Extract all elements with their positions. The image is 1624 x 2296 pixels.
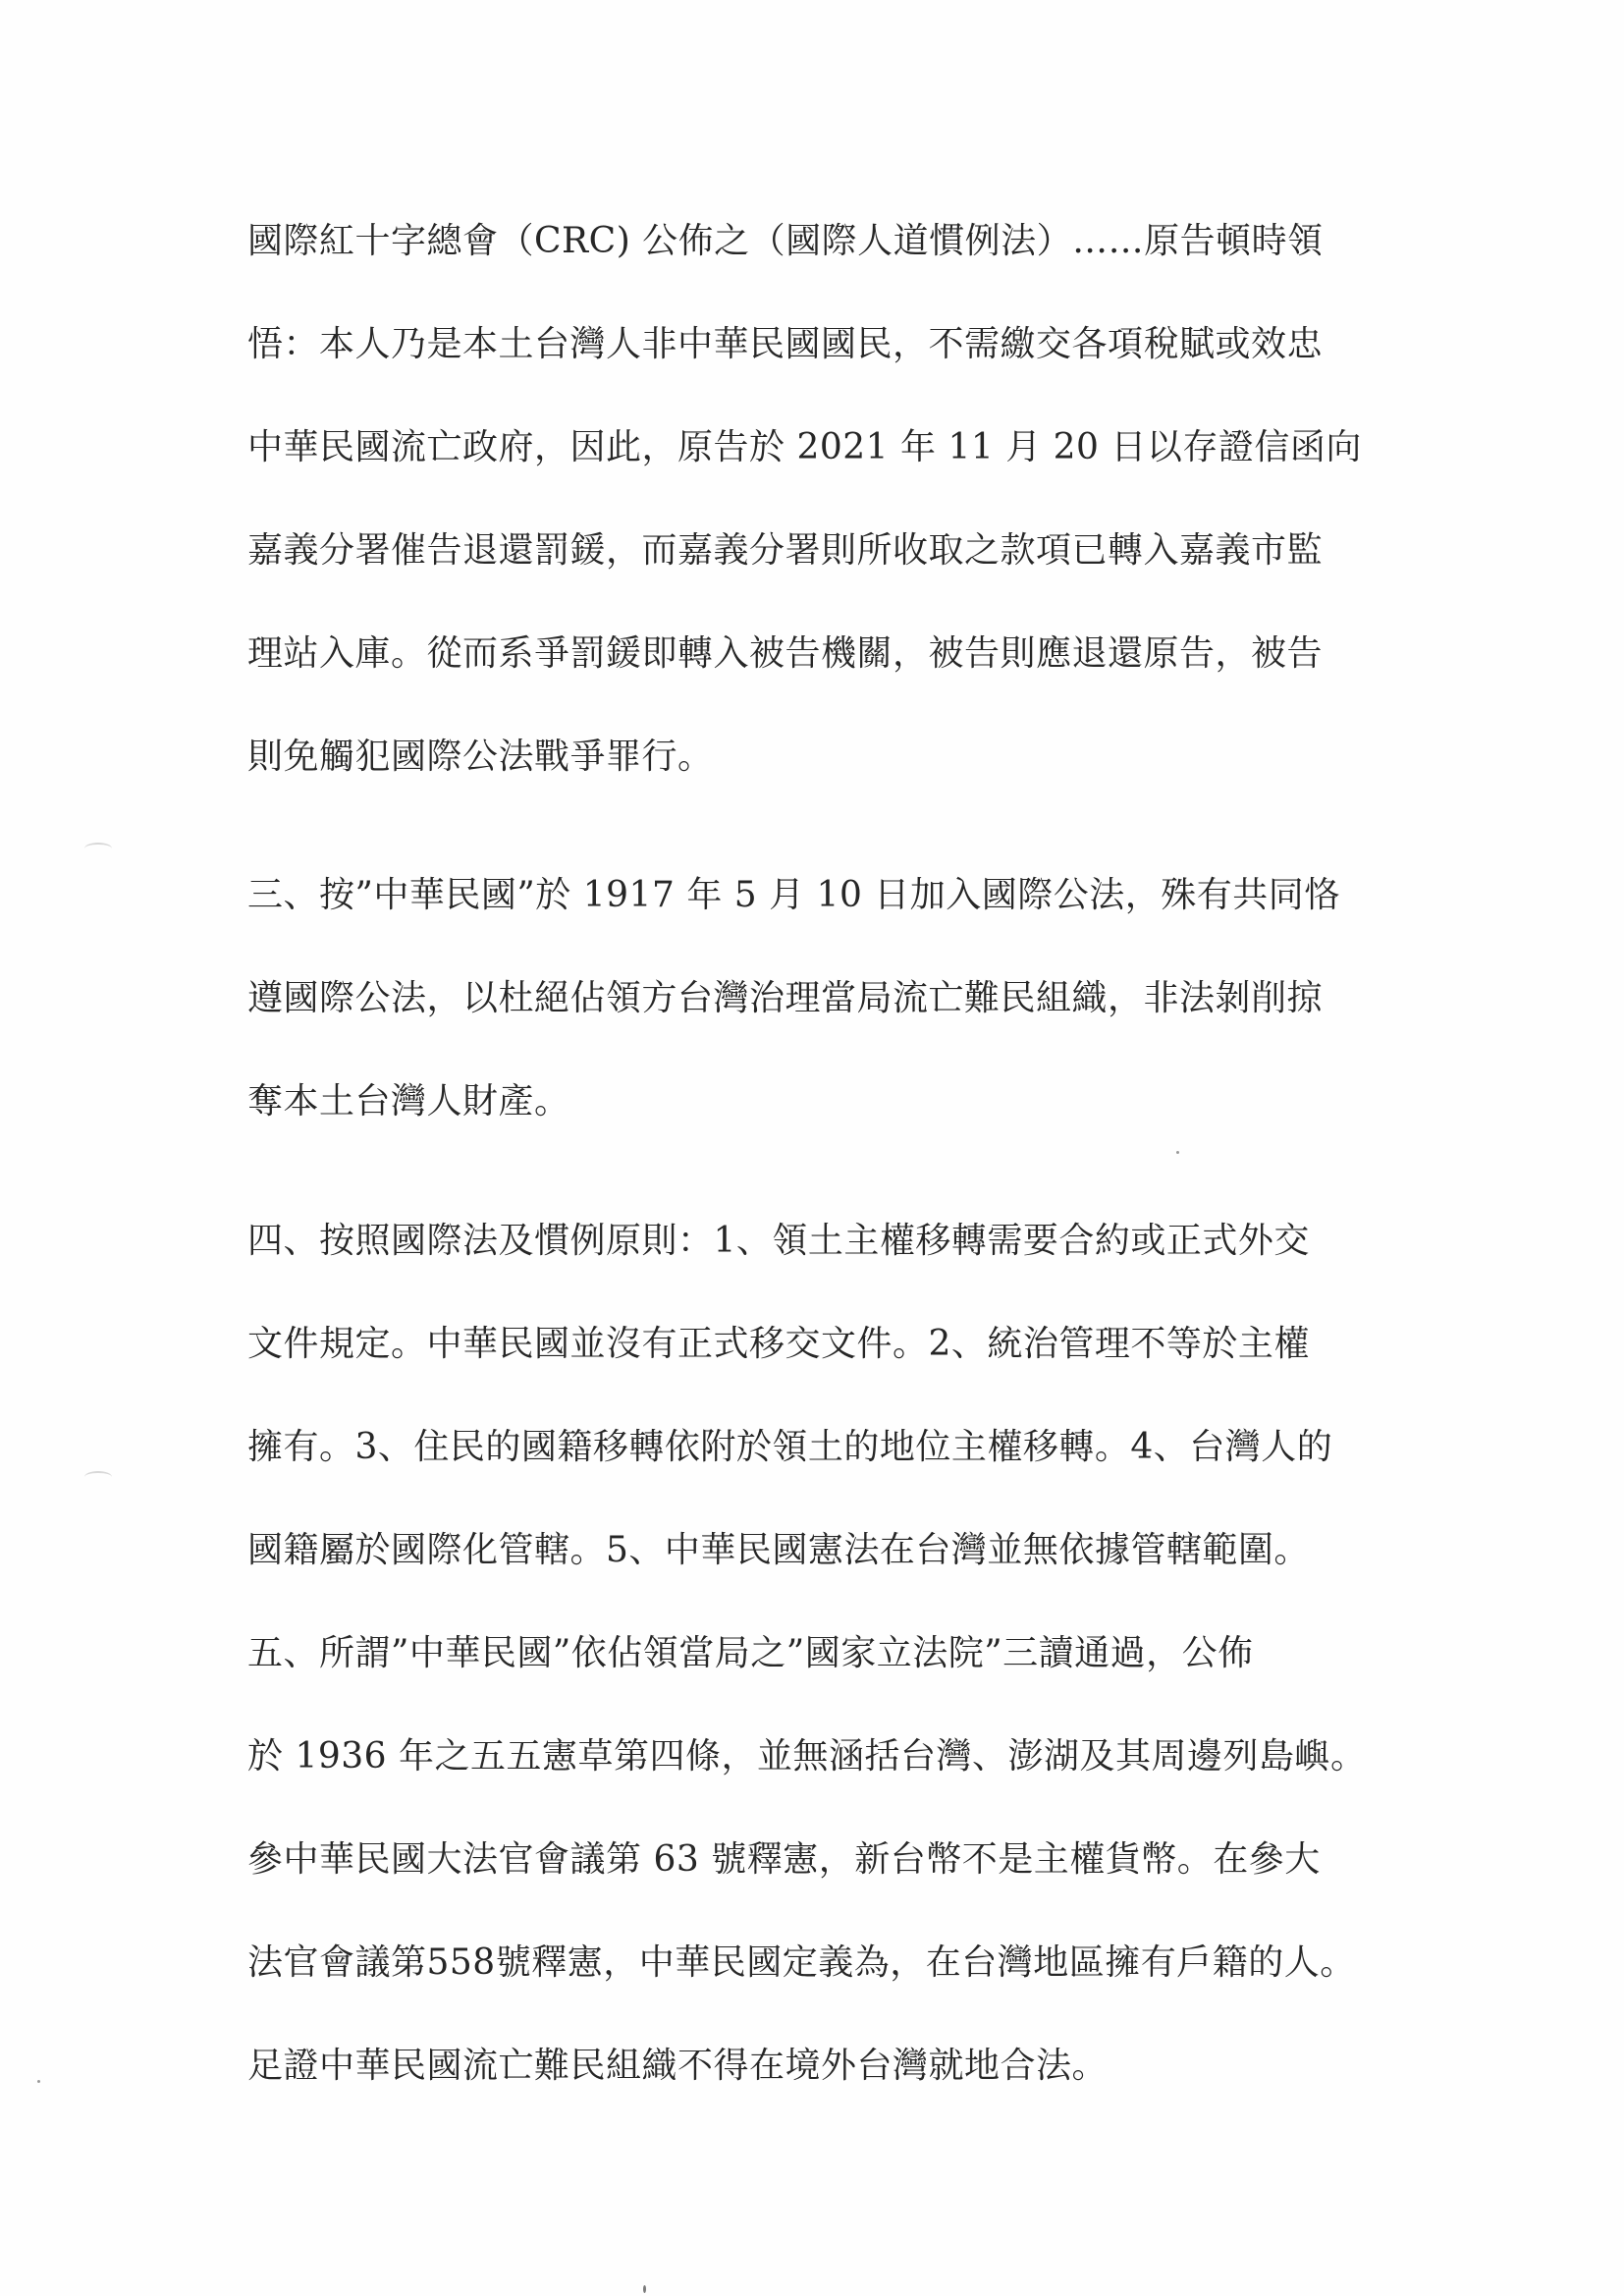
scan-speck <box>37 2080 40 2083</box>
text-line: 理站入庫。從而系爭罰鍰即轉入被告機關，被告則應退還原告，被告 <box>247 633 1324 674</box>
scan-mark <box>84 843 112 854</box>
text-line: 文件規定。中華民國並沒有正式移交文件。2、統治管理不等於主權 <box>247 1324 1310 1364</box>
text-line: 於 1936 年之五五憲草第四條，並無涵括台灣、澎湖及其周邊列島嶼。 <box>247 1736 1367 1777</box>
text-line: 中華民國流亡政府，因此，原告於 2021 年 11 月 20 日以存證信函向 <box>247 427 1362 467</box>
text-line: 遵國際公法，以杜絕佔領方台灣治理當局流亡難民組織，非法剝削掠 <box>247 978 1324 1018</box>
scan-speck <box>1176 1151 1179 1154</box>
section-4-line: 四、按照國際法及慣例原則：1、領土主權移轉需要合約或正式外交 <box>247 1221 1310 1261</box>
text-line: 奪本土台灣人財產。 <box>247 1081 570 1121</box>
section-3-line: 三、按”中華民國”於 1917 年 5 月 10 日加入國際公法，殊有共同恪 <box>247 875 1340 915</box>
text-line: 參中華民國大法官會議第 63 號釋憲，新台幣不是主權貨幣。在參大 <box>247 1839 1321 1880</box>
text-line: 法官會議第558號釋憲，中華民國定義為，在台灣地區擁有戶籍的人。 <box>247 1942 1356 1983</box>
scan-mark <box>84 1471 112 1483</box>
text-line: 擁有。3、住民的國籍移轉依附於領土的地位主權移轉。4、台灣人的 <box>247 1427 1333 1467</box>
text-line: 悟：本人乃是本土台灣人非中華民國國民，不需繳交各項稅賦或效忠 <box>247 324 1324 364</box>
text-line: 國籍屬於國際化管轄。5、中華民國憲法在台灣並無依據管轄範圍。 <box>247 1530 1310 1570</box>
scan-speck <box>643 2285 646 2293</box>
text-line: 則免觸犯國際公法戰爭罪行。 <box>247 737 714 777</box>
text-line: 足證中華民國流亡難民組織不得在境外台灣就地合法。 <box>247 2046 1109 2086</box>
text-line: 國際紅十字總會（CRC) 公佈之（國際人道慣例法）……原告頓時領 <box>247 221 1324 261</box>
text-line: 嘉義分署催告退還罰鍰，而嘉義分署則所收取之款項已轉入嘉義市監 <box>247 530 1324 571</box>
section-5-line: 五、所謂”中華民國”依佔領當局之”國家立法院”三讀通過，公佈 <box>247 1633 1254 1673</box>
